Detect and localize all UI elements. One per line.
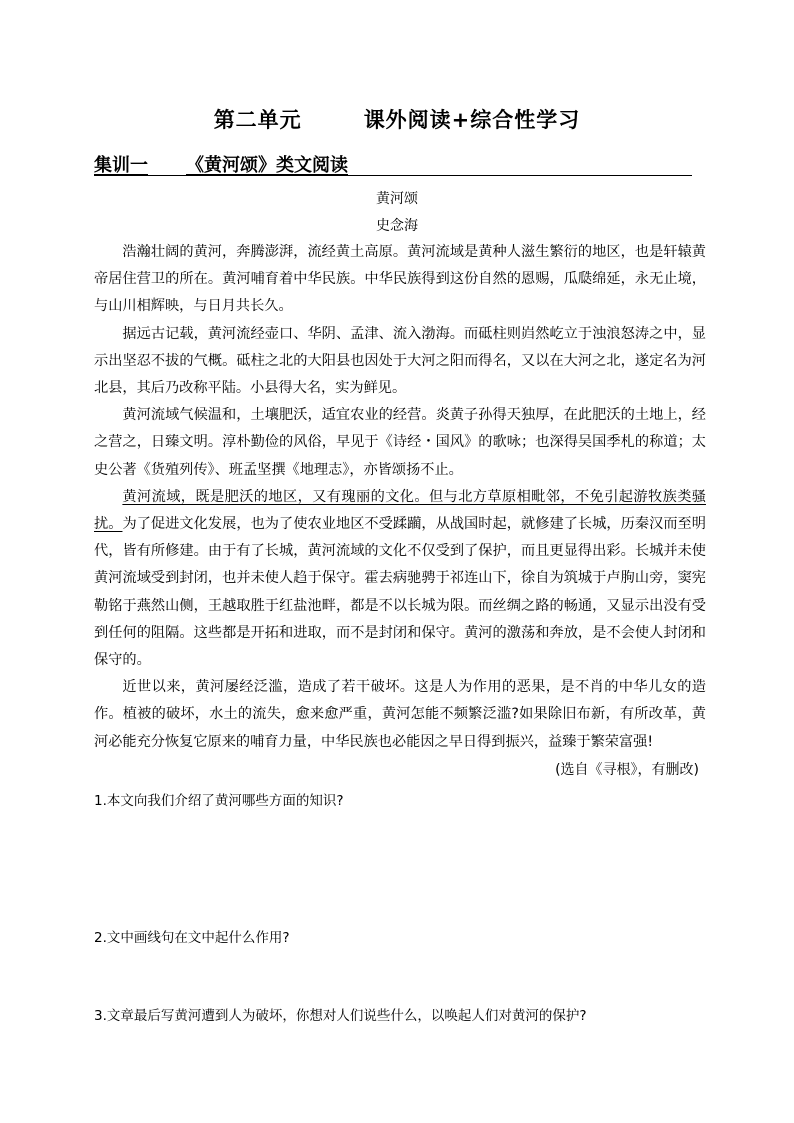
question-2: 2.文中画线句在文中起什么作用?	[94, 930, 290, 946]
paragraph	[94, 484, 706, 674]
article-title: 黄河颂	[376, 191, 418, 207]
section-label: 集训一	[94, 155, 148, 176]
section-subtitle: 《黄河颂》类文阅读	[186, 155, 348, 176]
paragraph: 浩瀚壮阔的黄河，奔腾澎湃，流经黄土高原。黄河流域是黄种人滋生繁衍的地区，也是轩辕黄帝居住营卫的所在。黄河哺育着中华民族。中华民族得到这份自然的恩赐，瓜瓞绵延，永无止境，与山川相辉映，与日月共长久。	[94, 244, 706, 315]
question-3: 3.文章最后写黄河遭到人为破坏，你想对人们说些什么，以唤起人们对黄河的保护?	[94, 1008, 587, 1024]
paragraph: 据远古记载，黄河流经壶口、华阴、孟津、流入渤海。而砥柱则岿然屹立于浊浪怒涛之中，显示出坚忍不拔的气概。砥柱之北的大阳县也因处于大河之阳而得名，又以在大河之北，遂定名为河北县，其后乃改称平陆。小县得大名，实为鲜见。	[94, 325, 706, 397]
question-1: 1.本文向我们介绍了黄河哪些方面的知识?	[94, 793, 344, 809]
paragraph: 黄河流域气候温和，土壤肥沃，适宜农业的经营。炎黄子孙得天独厚，在此肥沃的土地上，经之营之，日臻文明。淳朴勤俭的风俗，早见于《诗经・国风》的歌咏；也深得吴国季札的称道；太史公著《货殖列传》、班孟坚撰《地理志》，亦皆颂扬不止。	[94, 407, 706, 478]
unit-topic: 课外阅读+综合性学习	[363, 108, 581, 132]
unit-number: 第二单元	[213, 108, 302, 132]
underlined-sentence: 黄河流域，既是肥沃的地区，又有瑰丽的文化。但与北方草原相毗邻，不免引起游牧族类骚扰。	[94, 488, 706, 533]
section-header	[94, 151, 692, 176]
article-author: 史念海	[376, 218, 418, 234]
paragraph: 近世以来，黄河屡经泛滥，造成了若干破坏。这是人为作用的恶果，是不肖的中华儿女的造作。植被的破坏，水土的流失，愈来愈严重，黄河怎能不频繁泛滥?如果除旧布新，有所改革，黄河必能充分恢复它原来的哺育力量，中华民族也必能因之早日得到振兴，益臻于繁荣富强!	[94, 679, 706, 750]
paragraph-rest: 为了促进文化发展，也为了使农业地区不受蹂躏，从战国时起，就修建了长城，历秦汉而至明代，皆有所修建。由于有了长城，黄河流域的文化不仅受到了保护，而且更显得出彩。长城并未使黄河流域受到封闭，也并未使人趋于保守。霍去病驰骋于祁连山下，徐自为筑城于卢朐山旁，窦宪勒铭于燕然山侧，王越取胜于红盐池畔，都是不以长城为限。而丝绸之路的畅通，又显示出没有受到任何的阻隔。这些都是开拓和进取，而不是封闭和保守。黄河的激荡和奔放，是不会使人封闭和保守的。	[94, 516, 706, 669]
article-body	[94, 239, 706, 756]
article-source: (选自《寻根》，有删改)	[555, 762, 699, 778]
unit-title	[0, 104, 794, 134]
